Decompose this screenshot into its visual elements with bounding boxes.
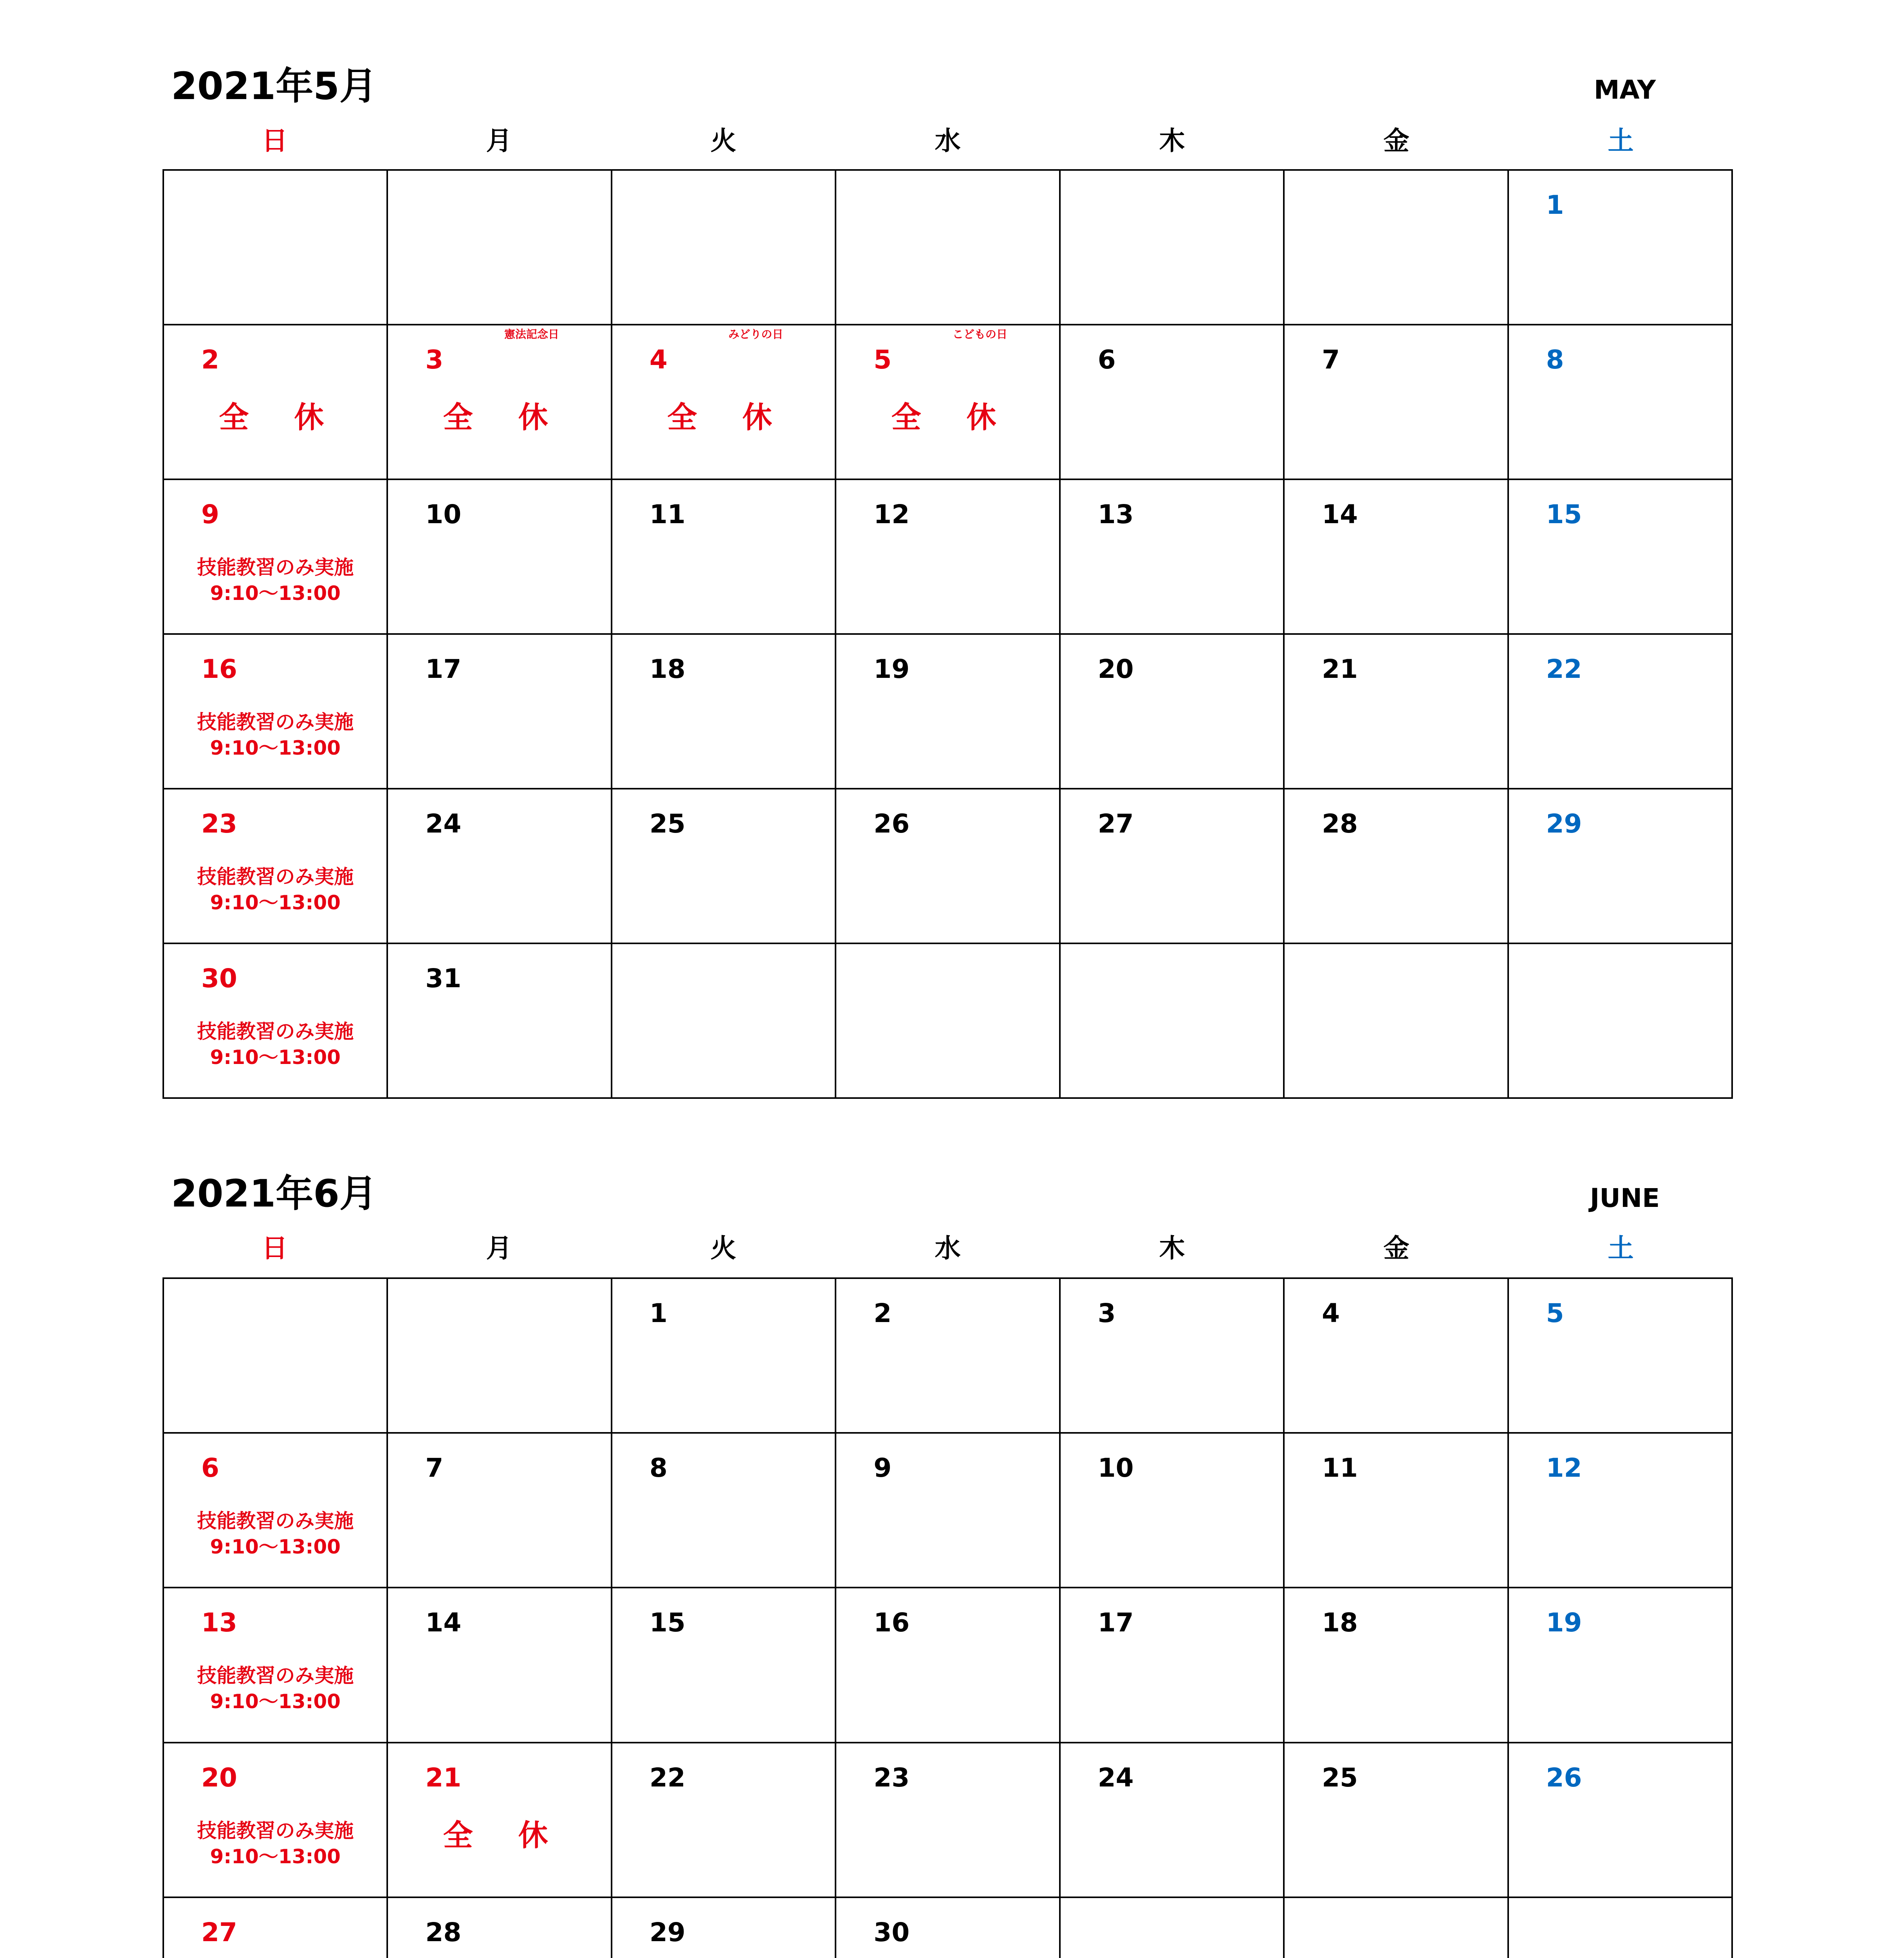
weekday-label: 金 — [1383, 126, 1410, 156]
day-number: 22 — [1546, 654, 1582, 684]
closed-label: 全 休 — [443, 400, 556, 435]
calendar-grid — [162, 169, 1733, 1099]
day-cell — [1285, 1743, 1509, 1898]
day-number: 8 — [1546, 345, 1564, 375]
note-text: 技能教習のみ実施 — [197, 1664, 354, 1687]
weekday-label: 日 — [262, 126, 288, 156]
day-cell — [1061, 635, 1285, 789]
empty-cell — [612, 944, 836, 1099]
day-number: 21 — [1322, 654, 1358, 684]
day-cell — [1061, 325, 1285, 480]
day-number: 31 — [425, 963, 462, 993]
day-cell — [164, 944, 388, 1099]
day-cell — [164, 1434, 388, 1588]
day-cell — [836, 635, 1060, 789]
closed-label: 全 休 — [891, 400, 1004, 435]
day-cell — [164, 1743, 388, 1898]
day-cell — [1285, 325, 1509, 480]
day-number: 11 — [649, 499, 686, 529]
day-cell — [164, 1898, 388, 1958]
day-cell — [612, 1588, 836, 1743]
day-cell — [1509, 1588, 1733, 1743]
day-cell — [388, 1743, 612, 1898]
holiday-name: 憲法記念日 — [504, 328, 559, 341]
note-hours: 9:10～13:00 — [210, 1046, 341, 1069]
day-number: 16 — [201, 654, 237, 684]
day-number: 17 — [425, 654, 462, 684]
day-number: 26 — [1546, 1762, 1582, 1793]
day-number: 2 — [201, 345, 219, 375]
empty-cell — [388, 1279, 612, 1434]
day-number: 12 — [873, 499, 910, 529]
empty-cell — [164, 1279, 388, 1434]
day-number: 9 — [201, 499, 219, 529]
day-cell — [612, 635, 836, 789]
day-cell — [836, 789, 1060, 944]
note-text: 技能教習のみ実施 — [197, 1819, 354, 1842]
weekday-label: 水 — [935, 1233, 961, 1263]
day-number: 17 — [1097, 1608, 1134, 1638]
day-cell — [164, 635, 388, 789]
day-cell — [1061, 480, 1285, 635]
day-number: 4 — [649, 345, 668, 375]
day-cell — [388, 1898, 612, 1958]
day-cell — [836, 480, 1060, 635]
day-number: 20 — [201, 1762, 237, 1793]
weekday-label: 日 — [262, 1233, 288, 1263]
day-cell — [836, 1434, 1060, 1588]
day-number: 10 — [425, 499, 462, 529]
day-number: 7 — [425, 1453, 444, 1483]
day-number: 30 — [873, 1917, 910, 1947]
day-cell — [836, 1588, 1060, 1743]
weekday-label: 月 — [486, 1233, 512, 1263]
empty-cell — [388, 171, 612, 325]
day-number: 29 — [1546, 809, 1582, 839]
note-hours: 9:10～13:00 — [210, 1690, 341, 1713]
day-number: 15 — [649, 1608, 686, 1638]
note-hours: 9:10～13:00 — [210, 891, 341, 914]
day-cell — [1509, 1434, 1733, 1588]
note-text: 技能教習のみ実施 — [197, 711, 354, 733]
day-number: 6 — [201, 1453, 219, 1483]
weekday-label: 火 — [710, 1233, 736, 1263]
note-hours: 9:10～13:00 — [210, 582, 341, 605]
note-text: 技能教習のみ実施 — [197, 556, 354, 579]
day-cell — [1061, 1434, 1285, 1588]
day-cell — [1285, 635, 1509, 789]
day-cell — [836, 1743, 1060, 1898]
day-number: 27 — [201, 1917, 237, 1947]
day-cell — [388, 480, 612, 635]
day-cell — [612, 1743, 836, 1898]
calendar-title: 2021年6月 — [171, 1172, 377, 1216]
weekday-label: 土 — [1608, 1233, 1634, 1263]
day-number: 21 — [425, 1762, 462, 1793]
day-number: 13 — [201, 1608, 237, 1638]
schedule-note — [164, 555, 386, 606]
note-hours: 9:10～13:00 — [210, 1845, 341, 1868]
day-cell — [612, 1279, 836, 1434]
day-number: 26 — [873, 809, 910, 839]
day-cell — [1061, 1743, 1285, 1898]
day-cell — [1509, 325, 1733, 480]
day-number: 6 — [1097, 345, 1116, 375]
day-number: 7 — [1322, 345, 1340, 375]
day-number: 19 — [873, 654, 910, 684]
day-cell — [612, 480, 836, 635]
day-number: 22 — [649, 1762, 686, 1793]
day-number: 2 — [873, 1298, 892, 1328]
day-number: 5 — [873, 345, 892, 375]
day-number: 19 — [1546, 1608, 1582, 1638]
calendar-english-month: MAY — [1594, 75, 1656, 105]
empty-cell — [1285, 944, 1509, 1099]
day-number: 23 — [873, 1762, 910, 1793]
day-number: 16 — [873, 1608, 910, 1638]
closed-label: 全 休 — [219, 400, 332, 435]
day-number: 4 — [1322, 1298, 1340, 1328]
empty-cell — [836, 171, 1060, 325]
calendar-grid — [162, 1277, 1733, 1958]
note-hours: 9:10～13:00 — [210, 737, 341, 759]
day-number: 28 — [1322, 809, 1358, 839]
day-cell — [388, 325, 612, 480]
empty-cell — [1509, 1898, 1733, 1958]
empty-cell — [1061, 944, 1285, 1099]
schedule-note — [164, 1508, 386, 1560]
note-text: 技能教習のみ実施 — [197, 865, 354, 888]
day-cell — [1285, 1434, 1509, 1588]
note-text: 技能教習のみ実施 — [197, 1020, 354, 1043]
schedule-note — [164, 864, 386, 916]
day-number: 1 — [649, 1298, 668, 1328]
note-text: 技能教習のみ実施 — [197, 1510, 354, 1533]
day-number: 3 — [1097, 1298, 1116, 1328]
calendar-title: 2021年5月 — [171, 64, 377, 108]
holiday-name: みどりの日 — [728, 328, 783, 341]
day-cell — [1509, 789, 1733, 944]
day-cell — [612, 789, 836, 944]
day-number: 5 — [1546, 1298, 1564, 1328]
empty-cell — [836, 944, 1060, 1099]
day-number: 1 — [1546, 190, 1564, 220]
day-number: 11 — [1322, 1453, 1358, 1483]
day-cell — [164, 789, 388, 944]
day-number: 12 — [1546, 1453, 1582, 1483]
day-cell — [388, 1588, 612, 1743]
day-cell — [612, 325, 836, 480]
weekday-label: 水 — [935, 126, 961, 156]
weekday-label: 木 — [1159, 126, 1185, 156]
day-cell — [388, 1434, 612, 1588]
day-number: 28 — [425, 1917, 462, 1947]
day-cell — [1285, 480, 1509, 635]
day-number: 20 — [1097, 654, 1134, 684]
day-number: 15 — [1546, 499, 1582, 529]
weekday-label: 月 — [486, 126, 512, 156]
day-cell — [1061, 1279, 1285, 1434]
day-number: 13 — [1097, 499, 1134, 529]
day-number: 9 — [873, 1453, 892, 1483]
empty-cell — [612, 171, 836, 325]
day-cell — [1061, 789, 1285, 944]
day-cell — [836, 1898, 1060, 1958]
day-number: 24 — [1097, 1762, 1134, 1793]
day-number: 30 — [201, 963, 237, 993]
day-cell — [1509, 1279, 1733, 1434]
schedule-note — [164, 709, 386, 761]
day-number: 18 — [1322, 1608, 1358, 1638]
day-number: 25 — [649, 809, 686, 839]
day-cell — [388, 789, 612, 944]
calendar-english-month: JUNE — [1590, 1183, 1660, 1213]
day-cell — [1509, 1743, 1733, 1898]
empty-cell — [1061, 171, 1285, 325]
day-cell — [836, 325, 1060, 480]
day-cell — [1061, 1588, 1285, 1743]
empty-cell — [1509, 944, 1733, 1099]
weekday-label: 木 — [1159, 1233, 1185, 1263]
empty-cell — [1285, 1898, 1509, 1958]
day-cell — [612, 1434, 836, 1588]
holiday-name: こどもの日 — [952, 328, 1007, 341]
day-cell — [1509, 480, 1733, 635]
day-cell — [1509, 171, 1733, 325]
day-number: 18 — [649, 654, 686, 684]
empty-cell — [1285, 171, 1509, 325]
schedule-note — [164, 1019, 386, 1070]
day-cell — [388, 635, 612, 789]
empty-cell — [164, 171, 388, 325]
day-number: 23 — [201, 809, 237, 839]
day-number: 24 — [425, 809, 462, 839]
note-hours: 9:10～13:00 — [210, 1535, 341, 1559]
day-cell — [164, 480, 388, 635]
weekday-label: 金 — [1383, 1233, 1410, 1263]
weekday-label: 火 — [710, 126, 736, 156]
weekday-label: 土 — [1608, 126, 1634, 156]
day-number: 3 — [425, 345, 444, 375]
day-number: 27 — [1097, 809, 1134, 839]
schedule-note — [164, 1663, 386, 1714]
day-cell — [1285, 1588, 1509, 1743]
empty-cell — [1061, 1898, 1285, 1958]
day-number: 25 — [1322, 1762, 1358, 1793]
day-cell — [1509, 635, 1733, 789]
day-cell — [1285, 1279, 1509, 1434]
schedule-note — [164, 1818, 386, 1869]
day-cell — [388, 944, 612, 1099]
closed-label: 全 休 — [443, 1817, 556, 1853]
day-cell — [836, 1279, 1060, 1434]
day-cell — [1285, 789, 1509, 944]
day-number: 8 — [649, 1453, 668, 1483]
day-cell — [164, 325, 388, 480]
day-number: 10 — [1097, 1453, 1134, 1483]
day-number: 29 — [649, 1917, 686, 1947]
day-number: 14 — [1322, 499, 1358, 529]
day-cell — [164, 1588, 388, 1743]
day-number: 14 — [425, 1608, 462, 1638]
closed-label: 全 休 — [667, 400, 780, 435]
day-cell — [612, 1898, 836, 1958]
